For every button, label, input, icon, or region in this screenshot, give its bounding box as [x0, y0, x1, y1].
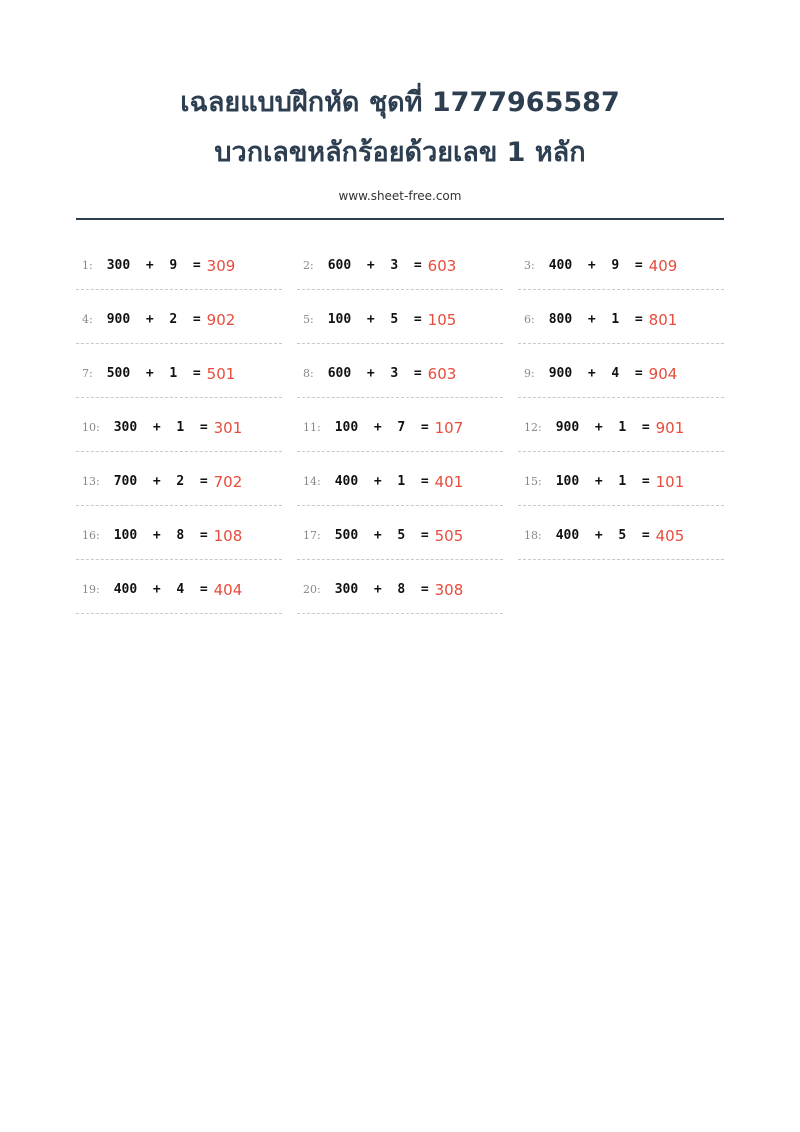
operand-a: 900 — [106, 312, 131, 327]
operand-b: 1 — [176, 420, 185, 435]
problem-number: 18: — [524, 529, 542, 542]
operand-b: 5 — [618, 528, 627, 543]
equals-sign: = — [641, 420, 650, 435]
problem-number: 7: — [82, 367, 93, 380]
problem-number: 20: — [303, 583, 321, 596]
operator: + — [152, 474, 161, 489]
title-line-2: บวกเลขหลักร้อยด้วยเลข 1 หลัก — [214, 137, 586, 168]
operand-b: 3 — [390, 258, 399, 273]
operand-b: 1 — [611, 312, 620, 327]
problem-expression — [556, 528, 650, 543]
problem-number: 13: — [82, 475, 100, 488]
operand-b: 4 — [611, 366, 620, 381]
problem-expression — [328, 366, 422, 381]
equals-sign: = — [413, 366, 422, 381]
operand-a: 100 — [334, 420, 359, 435]
operand-b: 1 — [169, 366, 178, 381]
operator: + — [587, 366, 596, 381]
problem-item — [76, 352, 282, 398]
problem-item — [76, 244, 282, 290]
equals-sign: = — [199, 420, 208, 435]
problem-expression — [114, 528, 208, 543]
problem-expression — [549, 366, 643, 381]
problem-grid — [76, 244, 724, 614]
equals-sign: = — [641, 474, 650, 489]
problem-answer: 603 — [427, 364, 457, 383]
problem-item — [518, 406, 724, 452]
problem-number: 4: — [82, 313, 93, 326]
operand-b: 9 — [611, 258, 620, 273]
equals-sign: = — [420, 420, 429, 435]
operator: + — [152, 528, 161, 543]
problem-answer: 505 — [434, 526, 464, 545]
operator: + — [373, 528, 382, 543]
problem-expression — [335, 582, 429, 597]
problem-item — [518, 244, 724, 290]
problem-item — [76, 406, 282, 452]
problem-item — [297, 406, 503, 452]
operand-a: 400 — [113, 582, 138, 597]
problem-number: 16: — [82, 529, 100, 542]
problem-number: 12: — [524, 421, 542, 434]
operator: + — [373, 582, 382, 597]
worksheet-header — [0, 78, 800, 204]
problem-answer: 404 — [213, 580, 243, 599]
operand-b: 1 — [397, 474, 406, 489]
problem-answer: 108 — [213, 526, 243, 545]
problem-answer: 405 — [655, 526, 685, 545]
problem-answer: 409 — [648, 256, 678, 275]
operand-a: 100 — [113, 528, 138, 543]
problem-answer: 101 — [655, 472, 685, 491]
operand-b: 2 — [169, 312, 178, 327]
problem-item — [76, 514, 282, 560]
problem-answer: 702 — [213, 472, 243, 491]
operand-a: 700 — [113, 474, 138, 489]
problem-number: 14: — [303, 475, 321, 488]
equals-sign: = — [199, 528, 208, 543]
problem-answer: 501 — [206, 364, 236, 383]
problem-expression — [556, 420, 650, 435]
operator: + — [145, 258, 154, 273]
operator: + — [366, 366, 375, 381]
equals-sign: = — [192, 258, 201, 273]
problem-item — [297, 514, 503, 560]
operand-a: 300 — [334, 582, 359, 597]
problem-item — [297, 352, 503, 398]
operator: + — [594, 474, 603, 489]
problem-expression — [328, 258, 422, 273]
equals-sign: = — [413, 312, 422, 327]
operator: + — [594, 528, 603, 543]
operand-b: 7 — [397, 420, 406, 435]
operand-b: 1 — [618, 474, 627, 489]
problem-number: 15: — [524, 475, 542, 488]
operand-a: 300 — [106, 258, 131, 273]
operator: + — [373, 420, 382, 435]
problem-item — [76, 298, 282, 344]
operand-a: 800 — [548, 312, 573, 327]
problem-expression — [549, 312, 643, 327]
equals-sign: = — [634, 258, 643, 273]
problem-answer: 309 — [206, 256, 236, 275]
problem-expression — [114, 582, 208, 597]
problem-item — [76, 460, 282, 506]
operator: + — [145, 312, 154, 327]
problem-number: 8: — [303, 367, 314, 380]
operand-a: 100 — [555, 474, 580, 489]
operand-a: 900 — [555, 420, 580, 435]
operand-b: 4 — [176, 582, 185, 597]
operand-a: 100 — [327, 312, 352, 327]
operand-b: 9 — [169, 258, 178, 273]
header-divider — [76, 218, 724, 220]
operator: + — [587, 312, 596, 327]
problem-expression — [556, 474, 650, 489]
problem-number: 10: — [82, 421, 100, 434]
operator: + — [152, 420, 161, 435]
operand-a: 600 — [327, 258, 352, 273]
problem-answer: 801 — [648, 310, 678, 329]
equals-sign: = — [420, 474, 429, 489]
equals-sign: = — [634, 366, 643, 381]
problem-number: 2: — [303, 259, 314, 272]
problem-answer: 902 — [206, 310, 236, 329]
problem-answer: 308 — [434, 580, 464, 599]
problem-item — [518, 460, 724, 506]
problem-item — [518, 352, 724, 398]
equals-sign: = — [641, 528, 650, 543]
operator: + — [594, 420, 603, 435]
problem-expression — [335, 420, 429, 435]
problem-answer: 107 — [434, 418, 464, 437]
website-link[interactable]: www.sheet-free.com — [338, 189, 462, 203]
problem-expression — [107, 312, 201, 327]
problem-number: 1: — [82, 259, 93, 272]
equals-sign: = — [192, 366, 201, 381]
operand-b: 3 — [390, 366, 399, 381]
equals-sign: = — [420, 582, 429, 597]
problem-expression — [335, 474, 429, 489]
problem-item — [297, 568, 503, 614]
problem-number: 9: — [524, 367, 535, 380]
equals-sign: = — [634, 312, 643, 327]
problem-answer: 904 — [648, 364, 678, 383]
problem-item — [297, 460, 503, 506]
equals-sign: = — [420, 528, 429, 543]
problem-answer: 401 — [434, 472, 464, 491]
problem-expression — [328, 312, 422, 327]
problem-number: 19: — [82, 583, 100, 596]
operand-a: 400 — [548, 258, 573, 273]
operand-a: 300 — [113, 420, 138, 435]
operator: + — [145, 366, 154, 381]
operand-a: 400 — [555, 528, 580, 543]
operand-b: 8 — [397, 582, 406, 597]
operand-a: 600 — [327, 366, 352, 381]
problem-expression — [114, 474, 208, 489]
title-line-1: เฉลยแบบฝึกหัด ชุดที่ 1777965587 — [180, 87, 620, 118]
operand-b: 2 — [176, 474, 185, 489]
operator: + — [152, 582, 161, 597]
operand-b: 5 — [397, 528, 406, 543]
problem-item — [518, 298, 724, 344]
problem-item — [76, 568, 282, 614]
problem-number: 6: — [524, 313, 535, 326]
operator: + — [587, 258, 596, 273]
problem-answer: 603 — [427, 256, 457, 275]
problem-item — [297, 244, 503, 290]
operand-a: 400 — [334, 474, 359, 489]
problem-expression — [114, 420, 208, 435]
problem-expression — [335, 528, 429, 543]
problem-item — [297, 298, 503, 344]
operand-a: 900 — [548, 366, 573, 381]
problem-number: 5: — [303, 313, 314, 326]
equals-sign: = — [199, 582, 208, 597]
operand-b: 5 — [390, 312, 399, 327]
operator: + — [366, 258, 375, 273]
problem-number: 3: — [524, 259, 535, 272]
problem-answer: 901 — [655, 418, 685, 437]
operator: + — [366, 312, 375, 327]
equals-sign: = — [192, 312, 201, 327]
problem-answer: 301 — [213, 418, 243, 437]
operand-a: 500 — [106, 366, 131, 381]
problem-expression — [107, 258, 201, 273]
problem-answer: 105 — [427, 310, 457, 329]
problem-item — [518, 514, 724, 560]
equals-sign: = — [199, 474, 208, 489]
problem-number: 17: — [303, 529, 321, 542]
operand-b: 8 — [176, 528, 185, 543]
problem-expression — [549, 258, 643, 273]
operator: + — [373, 474, 382, 489]
problem-number: 11: — [303, 421, 321, 434]
equals-sign: = — [413, 258, 422, 273]
operand-a: 500 — [334, 528, 359, 543]
operand-b: 1 — [618, 420, 627, 435]
problem-expression — [107, 366, 201, 381]
